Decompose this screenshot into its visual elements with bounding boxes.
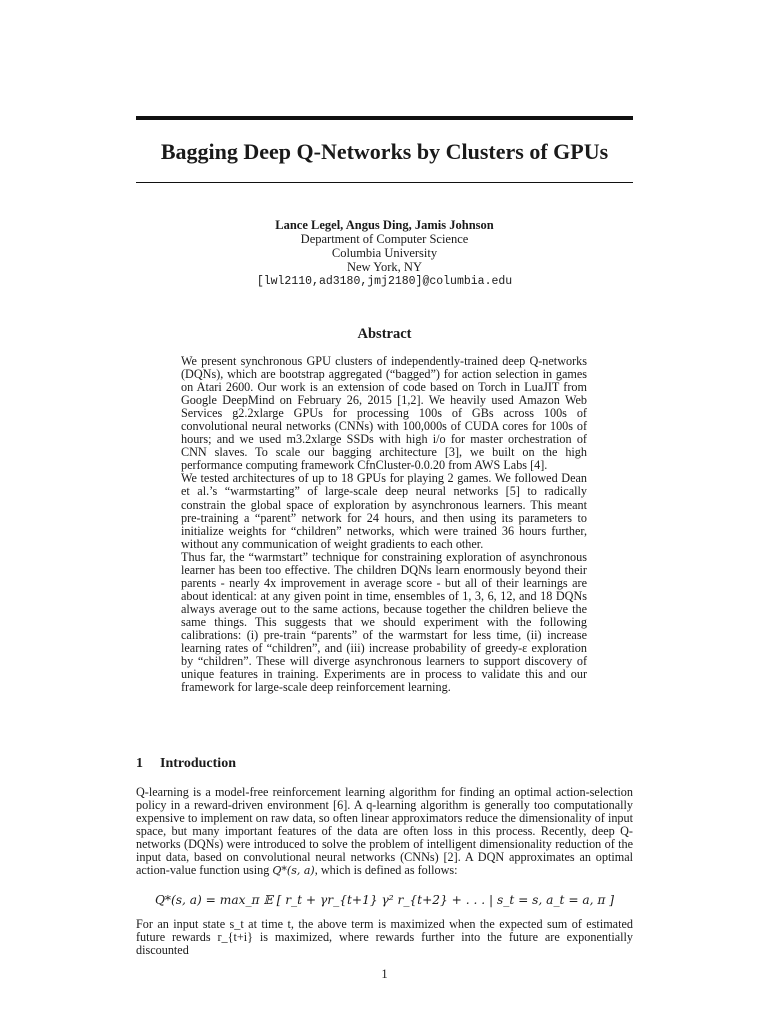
introduction-paragraph <box>136 786 633 877</box>
inline-math: Q*(s, a) <box>272 864 315 878</box>
paragraph-text: Q-learning is a model-free reinforcement learning algorithm for finding an optimal action-selection policy in a reward-driven environment [6]. A q-learning algorithm is generally too computationally expensive to implement on raw data, so often linear approximators reduce the dimensionality of input space, but many important features of the data are often loss in this process. Recently, deep Q-networks (DQNs) were introduced to solve the problem of intelligent dimensionality reduction of the input data, based on convolutional neural networks (CNNs) [2]. A DQN approximates an optimal action-value function using <box>136 785 633 878</box>
paragraph-text: , which is defined as follows: <box>314 863 458 878</box>
introduction-body <box>136 786 633 877</box>
section-number: 1 <box>136 756 143 771</box>
author-block <box>136 218 633 289</box>
introduction-paragraph: For an input state s_t at time t, the above term is maximized when the expected sum of estimated future rewards r_{t+i} is maximized, where rewards further into the future are exponentially discounted <box>136 917 633 958</box>
abstract-paragraph: We tested architectures of up to 18 GPUs for playing 2 games. We followed Dean et al.’s “warmstarting” of large-scale deep neural networks [5] to radically constrain the global space of exploration by asynchronous learners. This meant pre-training a “parent” network for 24 hours, and then using its parameters to initialize weights for “children” networks, which were trained 36 hours further, without any communication of weight gradients to each other. <box>181 471 587 551</box>
paper-title: Bagging Deep Q-Networks by Clusters of GPUs <box>160 139 609 164</box>
page-number: 1 <box>381 967 388 981</box>
author-names: Lance Legel, Angus Ding, Jamis Johnson <box>275 218 494 232</box>
author-department: Department of Computer Science <box>300 232 469 246</box>
title-top-rule <box>136 116 633 120</box>
author-email: [lwl2110,ad3180,jmj2180]@columbia.edu <box>256 275 513 288</box>
bellman-equation: Q*(s, a) = max_π 𝔼 [ r_t + γr_{t+1} γ² r_{t+2} + . . . | s_t = s, a_t = a, π ] <box>154 893 615 907</box>
abstract-heading: Abstract <box>357 326 412 342</box>
section-heading-introduction <box>136 756 633 772</box>
title-bottom-rule <box>136 182 633 183</box>
section-title: Introduction <box>160 756 236 771</box>
abstract-paragraph: We present synchronous GPU clusters of independently-trained deep Q-networks (DQNs), which are bootstrap aggregated (“bagged”) for action selection in games on Atari 2600. Our work is an extension of code based on Torch in LuaJIT from Google DeepMind on February 26, 2015 [1,2]. We heavily used Amazon Web Services g2.2xlarge GPUs for processing 100s of GBs across 100s of convolutional neural networks (CNNs) with 100,000s of CUDA cores for 100s of hours; and we used m3.2xlarge SSDs with high i/o for master orchestration of CNN slaves. To scale our bagging architecture [3], we built on the high performance computing framework CfnCluster-0.0.20 from AWS Labs [4]. <box>181 354 587 473</box>
introduction-body-continued <box>136 918 633 957</box>
abstract-body <box>181 355 587 694</box>
abstract-paragraph: Thus far, the “warmstart” technique for constraining exploration of asynchronous learner has been too effective. The children DQNs learn enormously beyond their parents - nearly 4x improvement in average score - but all of their learnings are about identical: at any given point in time, ensembles of 1, 3, 6, 12, and 18 DQNs always average out to the same actions, because together the children believe the same things. This suggests that we should experiment with the following calibrations: (i) pre-train “parents” of the warmstart for less time, (ii) increase learning rates of “children”, and (iii) increase probability of greedy-ε exploration by “children”. These will diverge asynchronous learners to support discovery of unique features in training. Experiments are in process to validate this and our framework for large-scale deep reinforcement learning. <box>181 549 587 695</box>
author-location: New York, NY <box>346 260 422 274</box>
author-university: Columbia University <box>331 246 438 260</box>
